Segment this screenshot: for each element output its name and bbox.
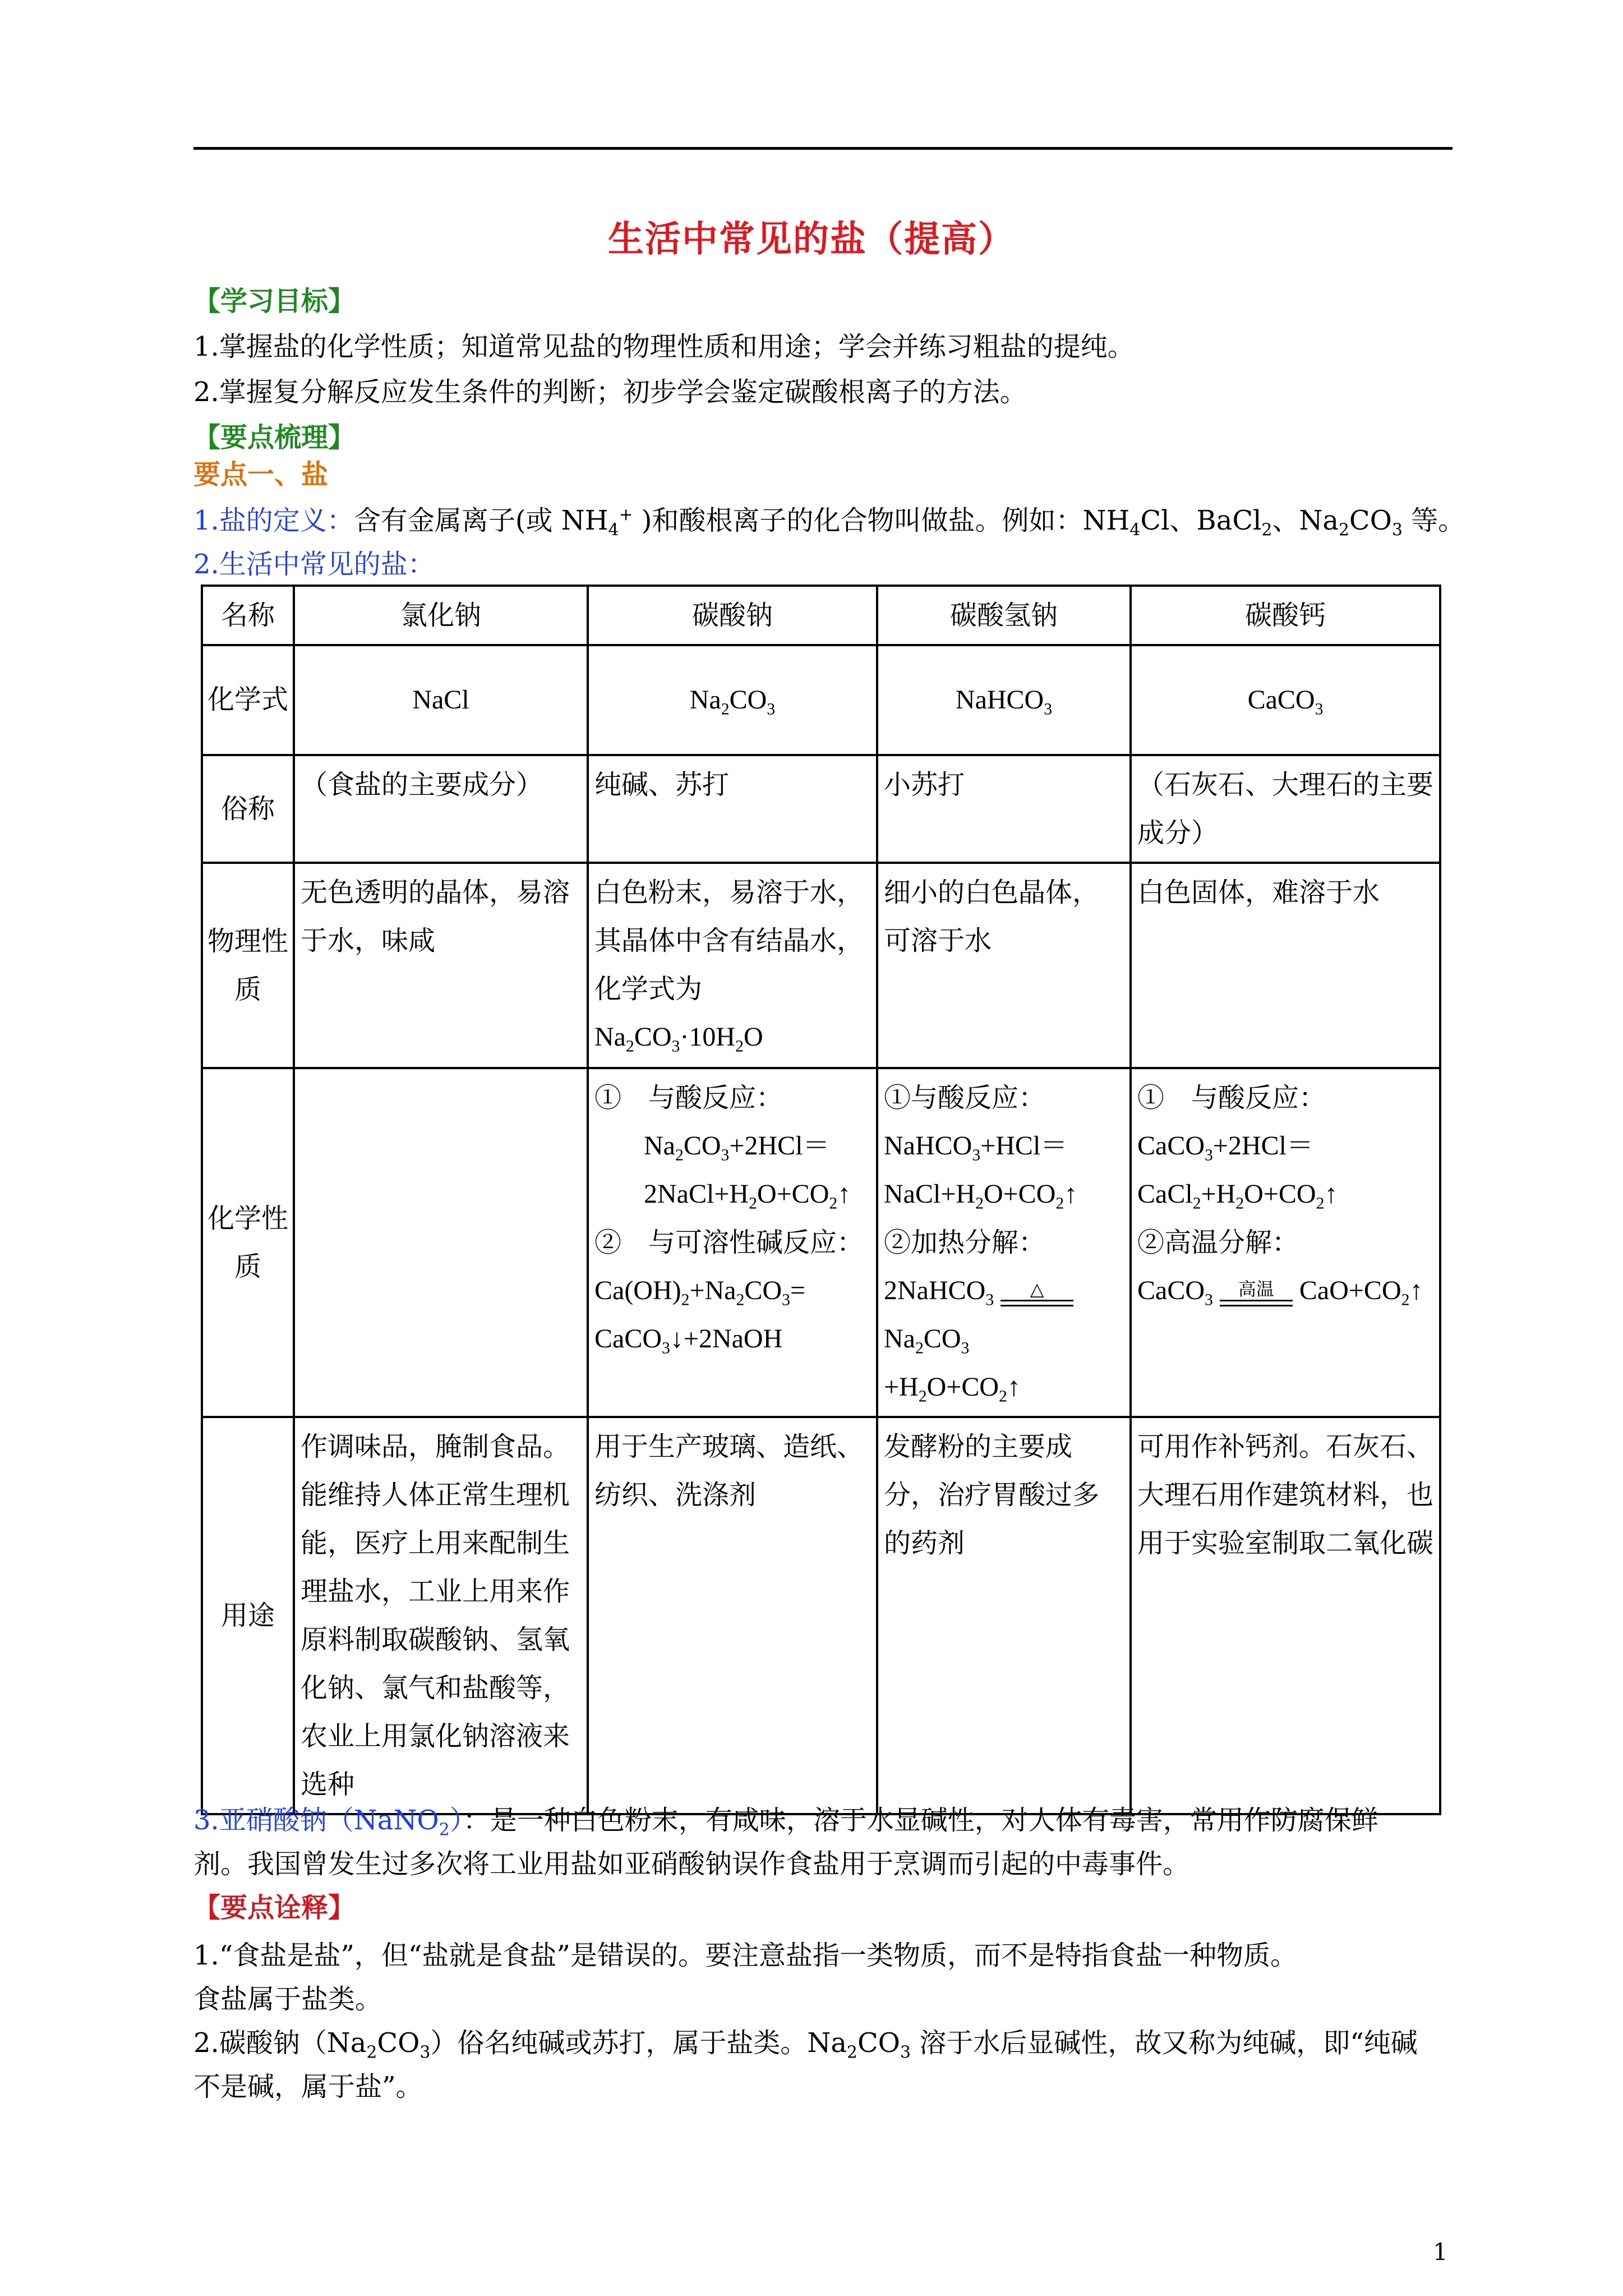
explanation-heading: 【要点诠释】 bbox=[193, 1892, 356, 1924]
heating-condition-sign: △ bbox=[1000, 1280, 1073, 1306]
physical-caco3: 白色固体，难溶于水 bbox=[1131, 863, 1440, 1068]
chemical-na2co3: ① 与酸反应： $Na_2CO_3+2HCl=$ $2NaCl+H_2O+CO_2↑$ ② 与可溶性碱反应： $Ca(OH)_2+Na_2CO_3=$ CaCO$_3$↓+2NaOH bbox=[588, 1068, 877, 1417]
common-name-nacl: （食盐的主要成分） bbox=[294, 755, 588, 863]
study-goal-2: 2.掌握复分解反应发生条件的判断；初步学会鉴定碳酸根离子的方法。 bbox=[193, 376, 1027, 408]
study-goals-heading: 【学习目标】 bbox=[193, 286, 356, 317]
header-caco3: 碳酸钙 bbox=[1131, 586, 1440, 645]
physical-na2co3: 白色粉末，易溶于水，其晶体中含有结晶水，化学式为 $Na_2CO_3\cdot 10H_2O$ bbox=[588, 863, 877, 1068]
key-points-heading: 【要点梳理】 bbox=[193, 422, 356, 453]
table-row-physical bbox=[202, 863, 1440, 1068]
point1-heading: 要点一、盐 bbox=[193, 459, 329, 490]
row-label-physical: 物理性质 bbox=[202, 863, 294, 1068]
nitrite-line-2: 剂。我国曾发生过多次将工业用盐如亚硝酸钠误作食盐用于烹调而引起的中毒事件。 bbox=[193, 1848, 1190, 1880]
na2co3-hydrate-formula: $Na_2CO_3\cdot 10H_2O$ bbox=[594, 1022, 763, 1056]
explanation-2-line-1: 2.碳酸钠$(Na_2CO_3)$俗名纯碱或苏打，属于盐类。$Na_2CO_3$ 溶于水后显碱性，故又称为纯碱，即“纯碱 bbox=[193, 2027, 1418, 2063]
page-number: 1 bbox=[1433, 2238, 1448, 2266]
header-nacl: 氯化钠 bbox=[294, 586, 588, 645]
uses-caco3: 可用作补钙剂。石灰石、大理石用作建筑材料，也用于实验室制取二氧化碳 bbox=[1131, 1417, 1440, 1814]
chemical-caco3: ① 与酸反应： CaCO$_3$+2HCl＝ $CaCl_2+H_2O+CO_2↑$ ②高温分解： CaCO$_3$ 高温 $CaO+CO_2↑$ bbox=[1131, 1068, 1440, 1417]
row-label-common-name: 俗称 bbox=[202, 755, 294, 863]
common-name-na2co3: 纯碱、苏打 bbox=[588, 755, 877, 863]
common-name-nahco3: 小苏打 bbox=[877, 755, 1131, 863]
table-header-row bbox=[202, 586, 1440, 645]
definition-label: 1.盐的定义： bbox=[193, 505, 354, 536]
header-rule bbox=[193, 147, 1453, 150]
physical-nacl: 无色透明的晶体，易溶于水，味咸 bbox=[294, 863, 588, 1068]
row-label-chemical: 化学性质 bbox=[202, 1068, 294, 1417]
formula-caco3: CaCO$_3$ bbox=[1131, 645, 1440, 755]
table-row-uses bbox=[202, 1417, 1440, 1814]
page-title: 生活中常见的盐（提高） bbox=[608, 218, 1015, 260]
row-label-formula: 化学式 bbox=[202, 645, 294, 755]
nitrite-line-1: 3.亚硝酸钠（NaNO$_2$）：是一种白色粉末，有咸味，溶于水显碱性，对人体有毒害，常用作防腐保鲜 bbox=[193, 1805, 1378, 1840]
uses-nahco3: 发酵粉的主要成分，治疗胃酸过多的药剂 bbox=[877, 1417, 1131, 1814]
header-nahco3: 碳酸氢钠 bbox=[877, 586, 1131, 645]
physical-nahco3: 细小的白色晶体，可溶于水 bbox=[877, 863, 1131, 1068]
header-name: 名称 bbox=[202, 586, 294, 645]
uses-nacl: 作调味品，腌制食品。能维持人体正常生理机能，医疗上用来配制生理盐水，工业上用来作原料制取碳酸钠、氢氧化钠、氯气和盐酸等，农业上用氯化钠溶液来选种 bbox=[294, 1417, 588, 1814]
common-salts-label: 2.生活中常见的盐： bbox=[193, 549, 435, 580]
table-row-common-name bbox=[202, 755, 1440, 863]
table-row-formula bbox=[202, 645, 1440, 755]
high-temperature-condition-sign: 高温 bbox=[1220, 1280, 1293, 1306]
chemical-nacl bbox=[294, 1068, 588, 1417]
formula-na2co3: $Na_2CO_3$ bbox=[588, 645, 877, 755]
explanation-2-line-2: 不是碱，属于盐”。 bbox=[193, 2071, 423, 2102]
formula-nahco3: NaHCO$_3$ bbox=[877, 645, 1131, 755]
chemical-nahco3: ①与酸反应： NaHCO$_3$+HCl＝ $NaCl+H_2O+CO_2↑$ ②加热分解： 2NaHCO$_3$ △ $Na_2CO_3$ $+H_2O+CO_2↑$ bbox=[877, 1068, 1131, 1417]
study-goal-1: 1.掌握盐的化学性质；知道常见盐的物理性质和用途；学会并练习粗盐的提纯。 bbox=[193, 331, 1135, 362]
explanation-1-line-2: 食盐属于盐类。 bbox=[193, 1984, 382, 2015]
common-salts-table bbox=[201, 585, 1441, 1815]
common-name-caco3: （石灰石、大理石的主要成分） bbox=[1131, 755, 1440, 863]
uses-na2co3: 用于生产玻璃、造纸、纺织、洗涤剂 bbox=[588, 1417, 877, 1814]
salt-definition: 1.盐的定义：含有金属离子(或 $NH_4^+$ )和酸根离子的化合物叫做盐。例如：$NH_4Cl$、BaCl$_2$、$Na_2CO_3$ 等。 bbox=[193, 505, 1465, 540]
formula-nacl: NaCl bbox=[294, 645, 588, 755]
row-label-uses: 用途 bbox=[202, 1417, 294, 1814]
table-row-chemical bbox=[202, 1068, 1440, 1417]
header-na2co3: 碳酸钠 bbox=[588, 586, 877, 645]
explanation-1-line-1: 1.“食盐是盐”，但“盐就是食盐”是错误的。要注意盐指一类物质，而不是特指食盐一种物质。 bbox=[193, 1940, 1297, 1971]
